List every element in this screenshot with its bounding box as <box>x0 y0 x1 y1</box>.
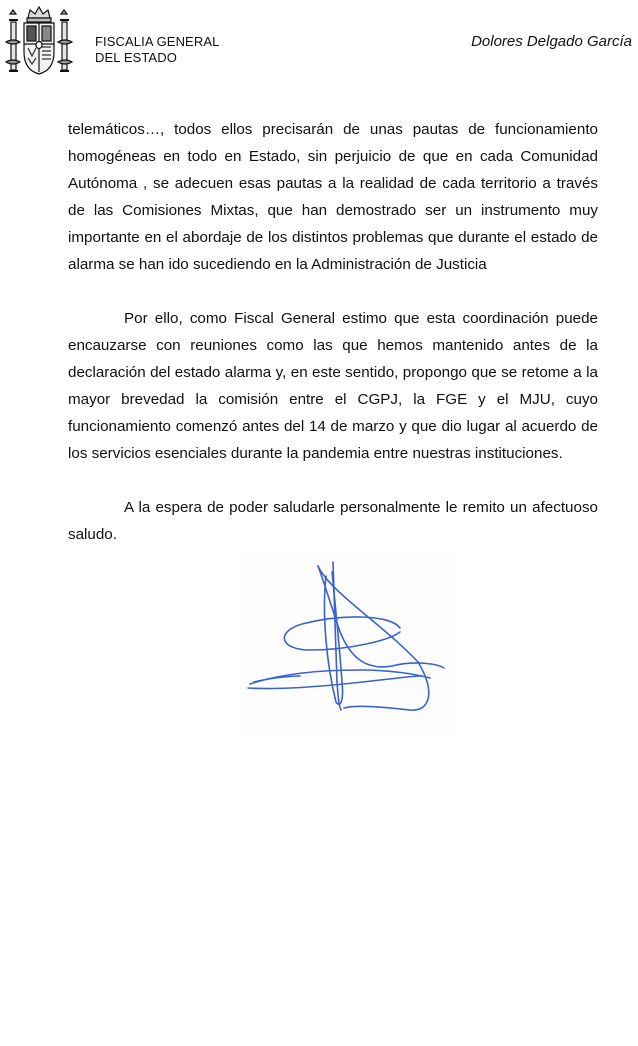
handwritten-signature <box>240 552 454 738</box>
organization-name <box>95 34 219 66</box>
author-name: Dolores Delgado García <box>471 33 632 50</box>
paragraph-1: telemáticos…, todos ellos precisarán de unas pautas de funcionamiento homogéneas en todo en Estado, sin perjuicio de que en cada Comunidad Autónoma , se adecuen esas pautas a la realidad de cada territorio a través de las Comisiones Mixtas, que han demostrado ser un instrumento muy importante en el abordaje de los distintos problemas que durante el estado de alarma se han ido sucediendo en la Administración de Justicia <box>68 121 598 273</box>
letter-body <box>68 116 598 548</box>
coat-of-arms-icon <box>4 4 74 78</box>
paragraph-2: Por ello, como Fiscal General estimo que esta coordinación puede encauzarse con reuniones como las que hemos mantenido antes de la declaración del estado alarma y, en este sentido, propongo que se retome a la mayor brevedad la comisión entre el CGPJ, la FGE y el MJU, cuyo funcionamiento comenzó antes del 14 de marzo y que dio lugar al acuerdo de los servicios esenciales durante la pandemia entre nuestras instituciones. <box>68 310 598 462</box>
paragraph-3: A la espera de poder saludarle personalmente le remito un afectuoso saludo. <box>68 499 598 543</box>
organization-line-1: FISCALIA GENERAL <box>95 34 220 49</box>
organization-line-2: DEL ESTADO <box>95 50 177 65</box>
